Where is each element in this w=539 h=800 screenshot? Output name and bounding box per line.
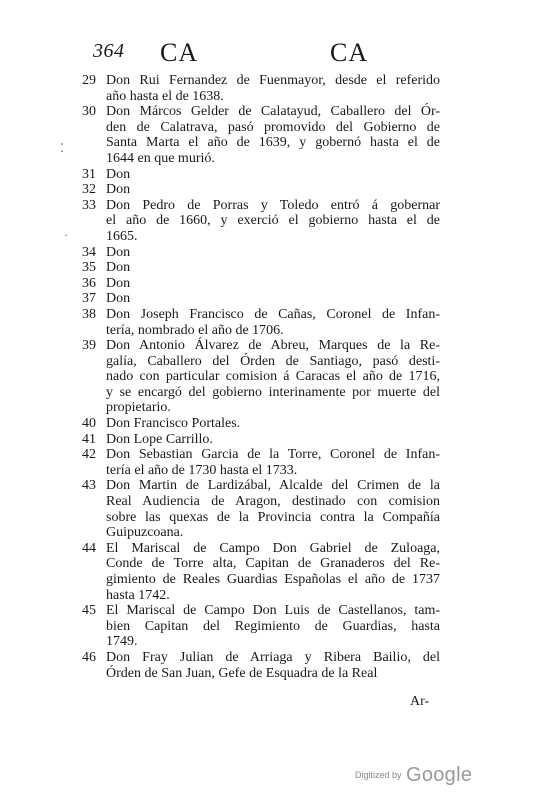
text-line xyxy=(0,556,539,572)
digitized-by-google xyxy=(355,764,472,787)
catchword: Ar- xyxy=(410,694,430,709)
list-item xyxy=(0,650,539,681)
text-line xyxy=(0,245,539,261)
entry-number: 32 xyxy=(82,182,96,198)
text-line xyxy=(0,120,539,136)
text-line xyxy=(0,323,539,339)
list-item xyxy=(0,104,539,166)
entry-text: Conde de Torre alta, Capitan de Granaderos del Re- xyxy=(106,556,440,572)
entry-number: 39 xyxy=(82,338,96,354)
entry-text: Don xyxy=(106,166,131,182)
list-item xyxy=(0,260,539,276)
entry-text: Don Antonio Álvarez de Abreu, Marques de la Re- xyxy=(106,338,440,354)
entry-text: Don Joseph Francisco de Cañas, Coronel de Infan- xyxy=(106,306,440,322)
entry-text: propietario. xyxy=(106,400,171,416)
entry-text: El Mariscal de Campo Don Gabriel de Zuloaga, xyxy=(106,540,440,556)
list-item xyxy=(0,447,539,478)
text-line xyxy=(0,307,539,323)
text-line xyxy=(0,260,539,276)
entry-list xyxy=(0,73,539,681)
list-item xyxy=(0,198,539,245)
text-line xyxy=(0,478,539,494)
entry-text: Don Francisco Portales. xyxy=(106,416,241,432)
text-line xyxy=(0,213,539,229)
list-item xyxy=(0,338,539,416)
text-line xyxy=(0,634,539,650)
text-line xyxy=(0,416,539,432)
entry-text: Órden de San Juan, Gefe de Esquadra de la Real xyxy=(106,665,378,681)
text-line xyxy=(0,541,539,557)
list-item xyxy=(0,416,539,432)
text-line xyxy=(0,89,539,105)
entry-number: 40 xyxy=(82,416,96,432)
entry-text: Don Pedro de Porras y Toledo entró á gobernar xyxy=(106,197,440,213)
entry-number: 37 xyxy=(82,291,96,307)
list-item xyxy=(0,167,539,183)
text-line xyxy=(0,151,539,167)
entry-text: El Mariscal de Campo Don Luis de Castellanos, tam- xyxy=(106,603,440,619)
entry-text: Real Audiencia de Aragon, destinado con comision xyxy=(106,494,440,510)
entry-number: 42 xyxy=(82,447,96,463)
entry-text: Don xyxy=(106,182,131,198)
text-line xyxy=(0,73,539,89)
entry-number: 43 xyxy=(82,478,96,494)
entry-text: galía, Caballero del Órden de Santiago, pasó desti- xyxy=(106,353,440,369)
entry-text: Don xyxy=(106,291,131,307)
entry-text: bien Capitan del Regimiento de Guardias, hasta xyxy=(106,618,440,634)
entry-number: 41 xyxy=(82,431,96,447)
entry-text: tería, nombrado el año de 1706. xyxy=(106,322,284,338)
text-line xyxy=(0,369,539,385)
list-item xyxy=(0,432,539,448)
list-item xyxy=(0,291,539,307)
entry-number: 31 xyxy=(82,166,96,182)
google-logo: Google xyxy=(405,764,473,786)
text-line xyxy=(0,338,539,354)
text-line xyxy=(0,572,539,588)
entry-text: Santa Marta el año de 1639, y gobernó hasta el de xyxy=(106,135,440,151)
entry-text: gimiento de Reales Guardias Españolas el año de 1737 xyxy=(106,572,440,587)
entry-text: Don Sebastian Garcia de la Torre, Coronel de Infan- xyxy=(106,447,440,463)
text-line xyxy=(0,447,539,463)
entry-text: el año de 1660, y exerció el gobierno hasta el de xyxy=(106,213,440,229)
list-item xyxy=(0,307,539,338)
running-head-right: CA xyxy=(330,38,369,67)
entry-text: 1665. xyxy=(106,228,138,244)
entry-text: sobre las quexas de la Provincia contra la Compañía xyxy=(106,509,440,525)
running-head-left: CA xyxy=(160,38,199,67)
text-line xyxy=(0,167,539,183)
entry-number: 30 xyxy=(82,104,96,120)
entry-number: 34 xyxy=(82,244,96,260)
page-header xyxy=(0,38,539,68)
text-line xyxy=(0,619,539,635)
text-line xyxy=(0,385,539,401)
digitized-label: Digitized by xyxy=(355,770,402,780)
text-line xyxy=(0,525,539,541)
list-item xyxy=(0,603,539,650)
entry-text: año hasta el de 1638. xyxy=(106,88,224,104)
text-line xyxy=(0,432,539,448)
entry-text: Don Rui Fernandez de Fuenmayor, desde el referido xyxy=(106,73,440,88)
entry-text: 1749. xyxy=(106,634,138,650)
text-line xyxy=(0,400,539,416)
entry-text: Guipuzcoana. xyxy=(106,525,184,541)
text-line xyxy=(0,588,539,604)
entry-number: 46 xyxy=(82,649,96,665)
list-item xyxy=(0,276,539,292)
text-line xyxy=(0,135,539,151)
entry-text: tería el año de 1730 hasta el 1733. xyxy=(106,462,298,478)
page-number: 364 xyxy=(93,40,125,62)
margin-mark-icon: ⁚ xyxy=(60,141,64,155)
margin-mark-icon: · xyxy=(64,228,68,242)
list-item xyxy=(0,478,539,540)
text-line xyxy=(0,291,539,307)
text-line xyxy=(0,510,539,526)
text-line xyxy=(0,229,539,245)
entry-text: hasta 1742. xyxy=(106,587,170,603)
entry-number: 45 xyxy=(82,603,96,619)
entry-text: Don Lope Carrillo. xyxy=(106,431,213,447)
entry-number: 36 xyxy=(82,275,96,291)
list-item xyxy=(0,182,539,198)
entry-text: Don Martin de Lardizábal, Alcalde del Crimen de la xyxy=(106,478,440,494)
entry-number: 35 xyxy=(82,260,96,276)
entry-text: den de Calatrava, pasó promovido del Gobierno de xyxy=(106,119,440,135)
entry-number: 44 xyxy=(82,540,96,556)
text-line xyxy=(0,650,539,666)
text-line xyxy=(0,104,539,120)
text-line xyxy=(0,198,539,214)
text-line xyxy=(0,182,539,198)
text-line xyxy=(0,666,539,682)
entry-text: Don xyxy=(106,275,131,291)
entry-number: 38 xyxy=(82,306,96,322)
entry-text: Don xyxy=(106,244,131,260)
list-item xyxy=(0,245,539,261)
entry-text: Don Márcos Gelder de Calatayud, Caballero del Ór- xyxy=(106,104,440,120)
entry-text: Don xyxy=(106,260,131,276)
entry-text: Don Fray Julian de Arriaga y Ribera Bailio, del xyxy=(106,649,440,665)
entry-text: y se encargó del gobierno interinamente por muerte del xyxy=(106,384,440,400)
entry-text: 1644 en que murió. xyxy=(106,150,215,166)
text-line xyxy=(0,494,539,510)
list-item xyxy=(0,73,539,104)
text-line xyxy=(0,603,539,619)
entry-text: nado con particular comision á Caracas el año de 1716, xyxy=(106,369,440,385)
entry-number: 33 xyxy=(82,197,96,213)
entry-number: 29 xyxy=(82,73,96,88)
text-line xyxy=(0,463,539,479)
list-item xyxy=(0,541,539,603)
text-line xyxy=(0,276,539,292)
text-line xyxy=(0,354,539,370)
